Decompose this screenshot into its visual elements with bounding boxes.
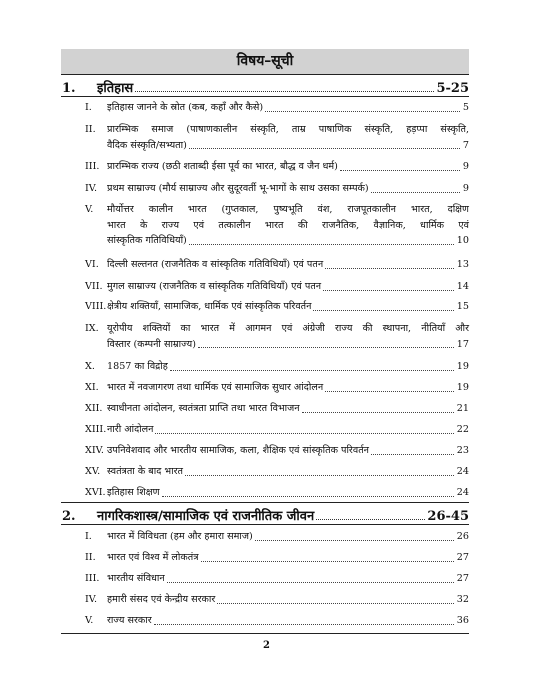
entry-text: सांस्कृतिक गतिविधियाँ) [107, 235, 187, 246]
toc-entry [85, 321, 469, 352]
entry-roman: V. [85, 615, 94, 626]
entry-page: 15 [456, 301, 469, 312]
entry-text: वैदिक संस्कृति/सभ्यता) [107, 139, 187, 151]
entry-page: 23 [456, 445, 469, 456]
toc-entry [85, 202, 469, 249]
section-heading [62, 504, 469, 524]
toc-entry [85, 257, 469, 273]
toc-entry [85, 422, 469, 438]
entry-page: 19 [456, 382, 469, 393]
dot-leader [316, 519, 425, 520]
entry-roman: IX. [85, 323, 99, 334]
toc-entry [85, 380, 469, 396]
toc-entry [85, 401, 469, 417]
toc-entry [85, 443, 469, 459]
entry-text: क्षेत्रीय शक्तियाँ, सामाजिक, धार्मिक एवं सांस्कृतिक परिवर्तन [107, 301, 312, 312]
dot-leader [189, 244, 454, 245]
entry-text: प्रारम्भिक राज्य (छठी शताब्दी ईसा पूर्व का भारत, बौद्ध व जैन धर्म) [107, 161, 338, 172]
entry-roman: XIV. [85, 445, 104, 456]
entry-page: 13 [456, 259, 469, 270]
entry-text: यूरोपीय शक्तियों का भारत में आगमन एवं अंग्रेजी राज्य की स्थापना, नीतियाँ और [107, 323, 469, 334]
dot-leader [217, 603, 453, 604]
entry-text: दिल्ली सल्तनत (राजनैतिक व सांस्कृतिक गतिविधियाँ) एवं पतन [107, 259, 324, 270]
entry-roman: II. [85, 124, 96, 135]
toc-entry [85, 279, 469, 295]
entry-roman: XII. [85, 403, 103, 414]
entry-text: भारत में विविधता (हम और हमारा समाज) [107, 531, 253, 542]
entry-text: मुगल साम्राज्य (राजनैतिक व सांस्कृतिक गतिविधियाँ) एवं पतन [107, 281, 322, 292]
entry-roman: XVI. [85, 487, 106, 498]
entry-text: मौर्योत्तर कालीन भारत (गुप्तकाल, पुष्यभूति वंश, राजपूतकालीन भारत, दक्षिण [107, 204, 469, 215]
entry-page: 36 [456, 615, 469, 626]
entry-roman: I. [85, 102, 92, 113]
page-number: 2 [263, 640, 270, 651]
dot-leader [371, 454, 454, 455]
entry-roman: IV. [85, 594, 98, 605]
dot-leader [325, 268, 454, 269]
entry-page: 26 [456, 531, 469, 542]
section-heading [62, 76, 469, 96]
footer-rule [61, 633, 469, 634]
toc-entry [85, 613, 469, 629]
entry-text: प्रथम साम्राज्य (मौर्य साम्राज्य और सुदूरवर्ती भू-भागों के साथ उसका सम्पर्क) [107, 183, 369, 194]
entry-roman: XI. [85, 382, 99, 393]
dot-leader [189, 148, 460, 149]
entry-page: 14 [456, 281, 469, 292]
toc-entry [85, 529, 469, 545]
toc-entry [85, 181, 469, 197]
toc-entry [85, 464, 469, 480]
entry-text: स्वतंत्रता के बाद भारत [107, 466, 183, 477]
dot-leader [340, 170, 460, 171]
entry-page: 27 [456, 552, 469, 563]
toc-entry [85, 592, 469, 608]
entry-text: प्रारम्भिक समाज (पाषाणकालीन संस्कृति, ताम्र पाषाणिक संस्कृति, हड़प्पा संस्कृति, [107, 124, 469, 135]
entry-page: 9 [462, 183, 469, 194]
dot-leader [162, 496, 454, 497]
entry-text: इतिहास जानने के स्रोत (कब, कहाँ और कैसे) [107, 102, 264, 113]
entry-page: 19 [456, 361, 469, 372]
entry-text: इतिहास शिक्षण [107, 487, 160, 498]
entry-text: उपनिवेशवाद और भारतीय सामाजिक, कला, शैक्षिक एवं सांस्कृतिक परिवर्तन [107, 445, 369, 456]
entry-roman: IV. [85, 183, 98, 194]
entry-page: 17 [456, 338, 469, 350]
entry-text: भारत के राज्य एवं तत्कालीन भारत की राजनैतिक, वैज्ञानिक, धार्मिक एवं [107, 219, 469, 231]
toc-entry [85, 485, 469, 501]
entry-text: राज्य सरकार [107, 615, 152, 626]
toc-entry [85, 359, 469, 375]
entry-text: भारत में नवजागरण तथा धार्मिक एवं सामाजिक सुधार आंदोलन [107, 382, 324, 393]
dot-leader [167, 582, 454, 583]
dot-leader [313, 310, 453, 311]
toc-entry [85, 100, 469, 116]
toc-entry [85, 299, 469, 315]
entry-text: हमारी संसद एवं केन्द्रीय सरकार [107, 594, 216, 605]
entry-roman: II. [85, 552, 96, 563]
entry-page: 10 [456, 235, 469, 246]
toc-entry [85, 571, 469, 587]
section-number: 2. [62, 509, 76, 524]
entry-page: 7 [462, 139, 469, 151]
section-pages: 26-45 [427, 509, 469, 524]
toc-title: विषय–सूची [61, 49, 469, 74]
entry-roman: I. [85, 531, 92, 542]
dot-leader [371, 192, 460, 193]
entry-page: 5 [462, 102, 469, 113]
section-rule [61, 502, 469, 503]
dot-leader [325, 391, 454, 392]
entry-page: 32 [456, 594, 469, 605]
entry-text: भारत एवं विश्व में लोकतंत्र [107, 552, 199, 563]
entry-text: विस्तार (कम्पनी साम्राज्य) [107, 338, 196, 350]
entry-roman: III. [85, 161, 100, 172]
section-rule [61, 524, 469, 525]
entry-roman: VI. [85, 259, 99, 270]
dot-leader [265, 111, 460, 112]
entry-text: नारी आंदोलन [107, 424, 154, 435]
section-title: नागरिकशास्त्र/सामाजिक एवं राजनीतिक जीवन [97, 509, 315, 524]
section-rule [61, 96, 469, 97]
entry-page: 24 [456, 466, 469, 477]
entry-text: 1857 का विद्रोह [107, 361, 168, 372]
entry-text: भारतीय संविधान [107, 573, 165, 584]
dot-leader [154, 624, 454, 625]
section-pages: 5-25 [436, 81, 469, 96]
entry-page: 27 [456, 573, 469, 584]
section-number: 1. [62, 81, 76, 96]
title-rule [61, 74, 469, 75]
entry-roman: VIII. [85, 301, 107, 312]
dot-leader [198, 347, 454, 348]
entry-page: 9 [462, 161, 469, 172]
dot-leader [323, 290, 454, 291]
entry-text: स्वाधीनता आंदोलन, स्वतंत्रता प्राप्ति तथा भारत विभाजन [107, 403, 300, 414]
dot-leader [185, 475, 454, 476]
dot-leader [201, 561, 454, 562]
entry-roman: XIII. [85, 424, 107, 435]
dot-leader [302, 412, 454, 413]
entry-page: 22 [456, 424, 469, 435]
toc-entry [85, 550, 469, 566]
toc-entry [85, 122, 469, 153]
entry-roman: V. [85, 204, 94, 215]
entry-roman: VII. [85, 281, 103, 292]
section-title: इतिहास [97, 81, 134, 96]
entry-roman: X. [85, 361, 95, 372]
toc-entry [85, 159, 469, 175]
entry-page: 21 [456, 403, 469, 414]
dot-leader [255, 540, 454, 541]
dot-leader [135, 91, 434, 92]
entry-roman: III. [85, 573, 100, 584]
entry-page: 24 [456, 487, 469, 498]
entry-roman: XV. [85, 466, 101, 477]
dot-leader [155, 433, 453, 434]
dot-leader [170, 370, 454, 371]
